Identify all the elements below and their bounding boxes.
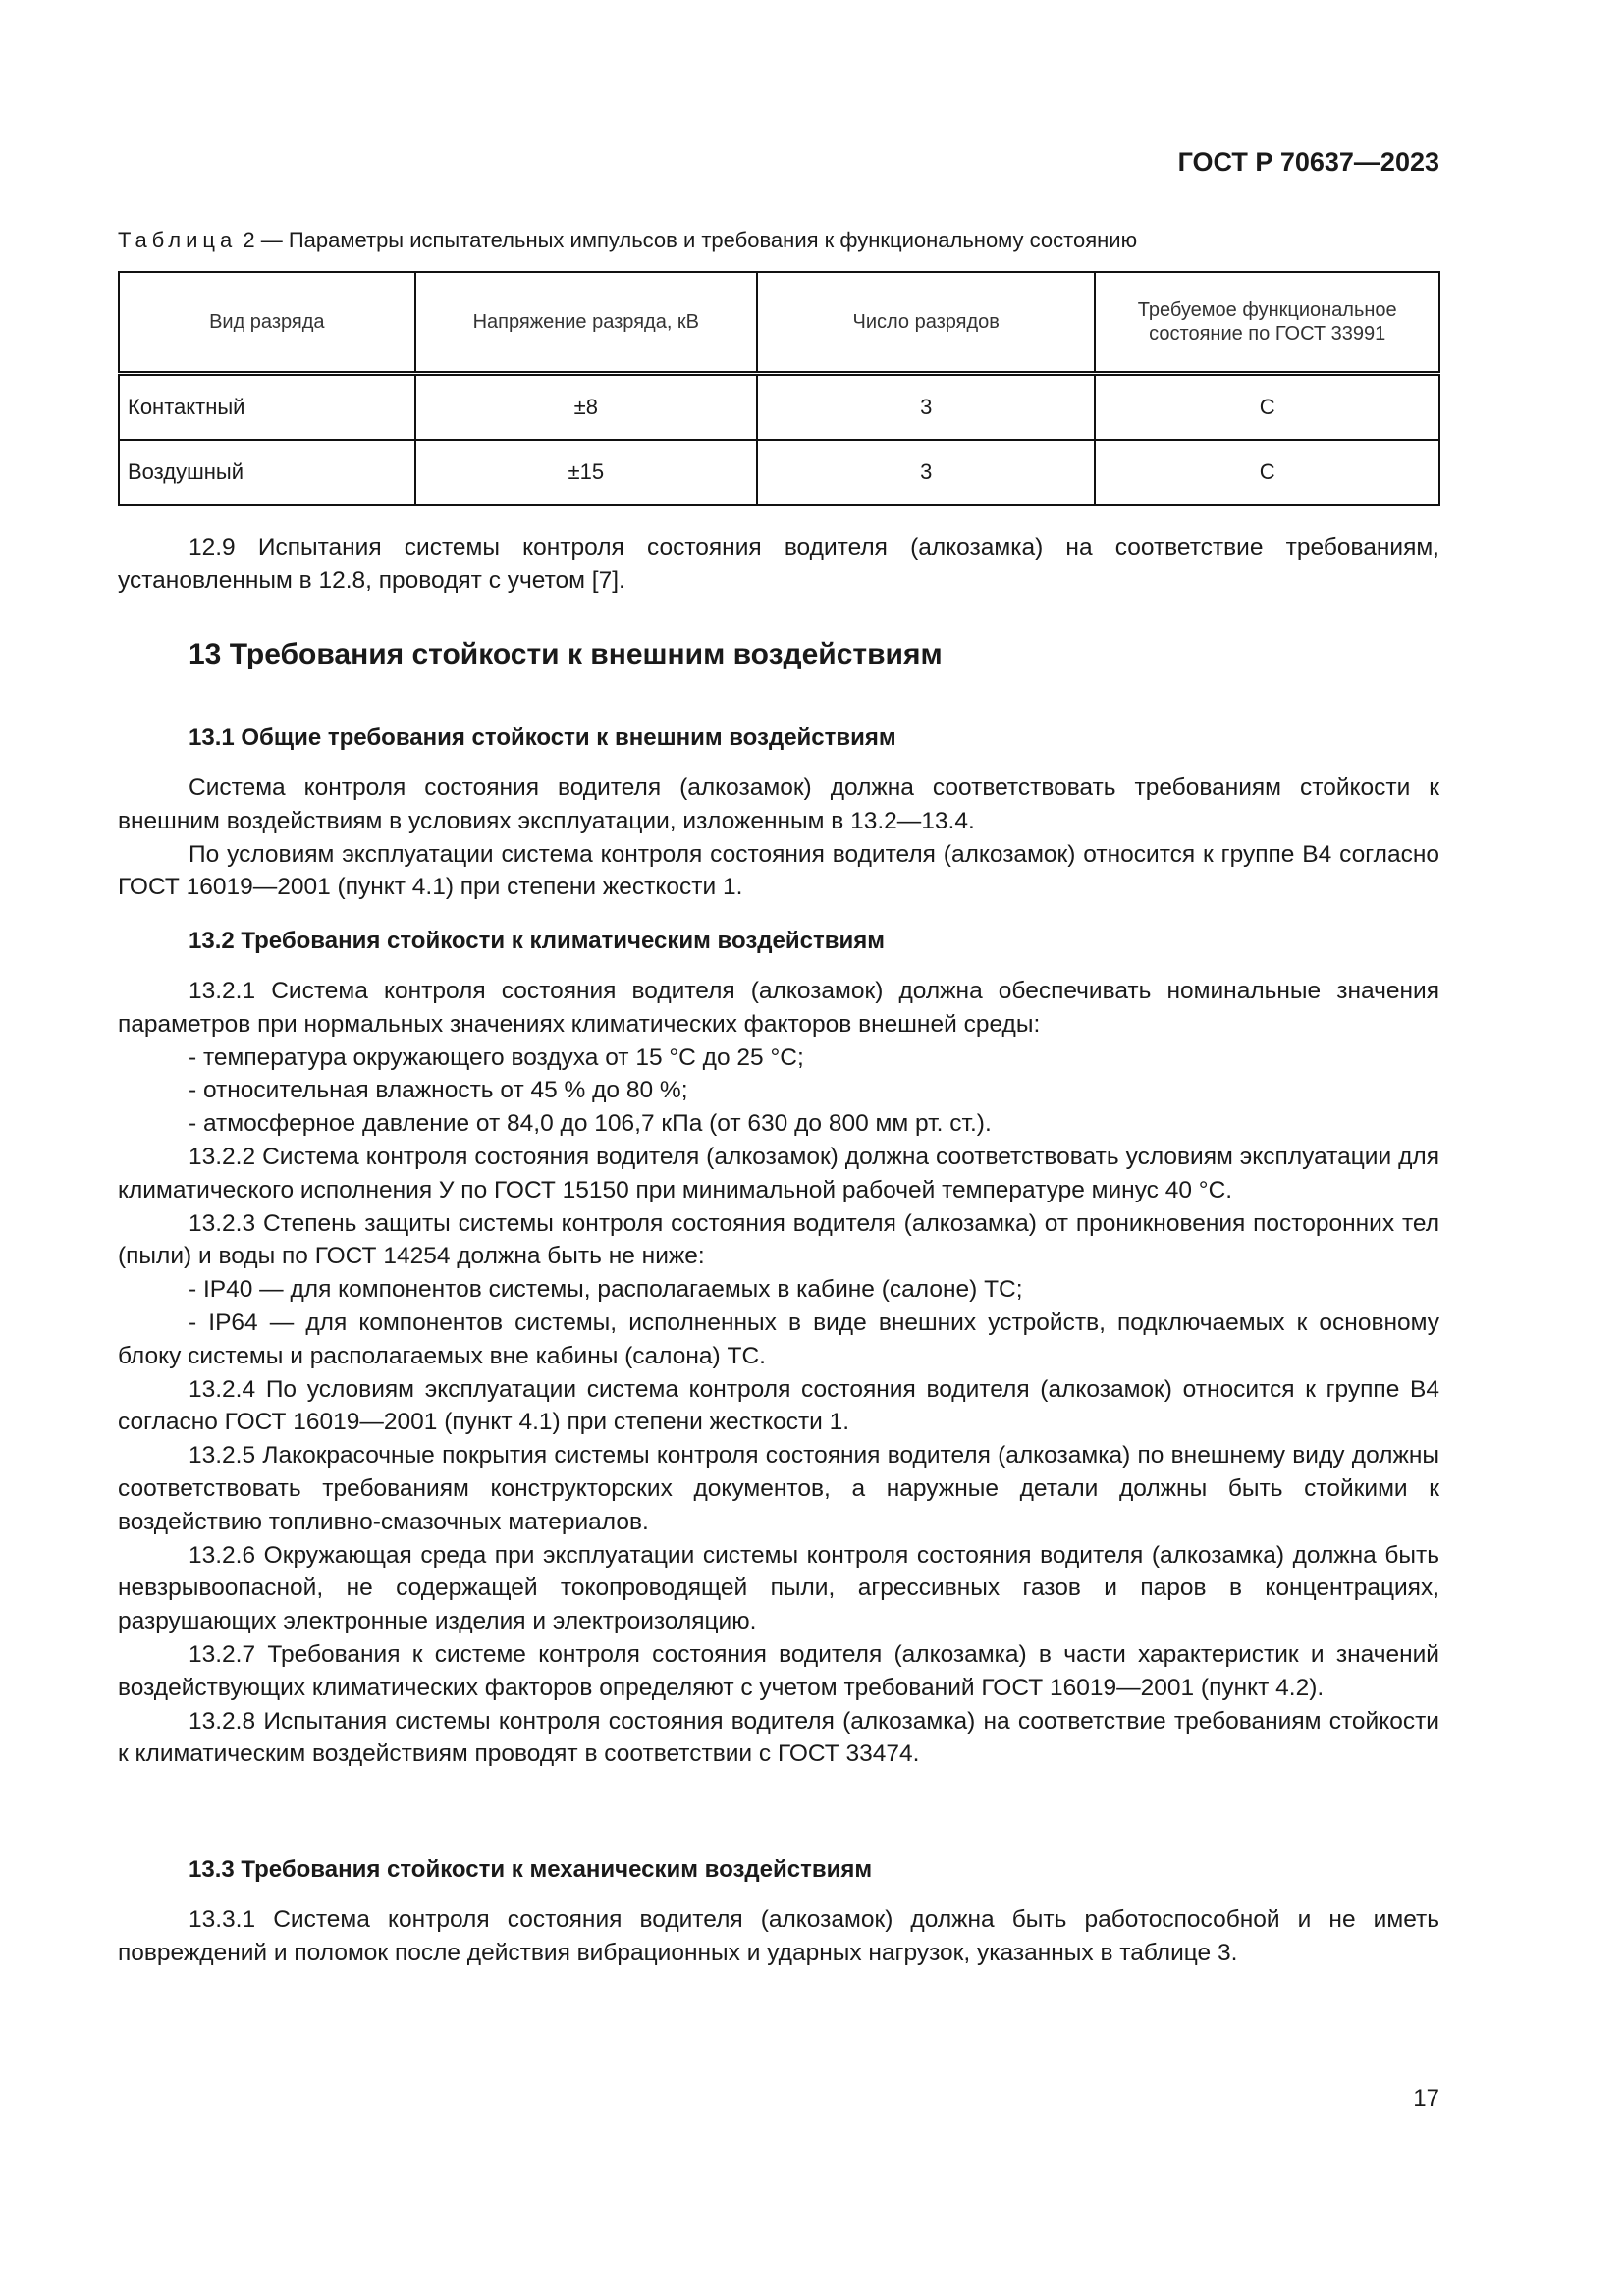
column-header: Число разрядов xyxy=(757,272,1095,374)
list-item: - относительная влажность от 45 % до 80 %; xyxy=(189,1077,688,1104)
table-cell: Воздушный xyxy=(119,440,415,505)
section-13-heading: 13 Требования стойкости к внешним воздействиям xyxy=(189,638,943,670)
paragraph: 13.2.4 По условиям эксплуатации система контроля состояния водителя (алкозамок) относится к группе В4 согласно ГОСТ 16019—2001 (пункт 4.1) при степени жесткости 1. xyxy=(118,1375,1439,1436)
paragraph: 13.2.6 Окружающая среда при эксплуатации системы контроля состояния водителя (алкозамка) должна быть невзрывоопасной, не содержащей токопроводящей пыли, агрессивных газов и паров в концентрациях, разрушающих электронные изделия и электроизоляцию. xyxy=(118,1541,1439,1635)
table-caption xyxy=(118,228,1439,253)
column-header: Напряжение разряда, кВ xyxy=(415,272,757,374)
section-13-1-heading: 13.1 Общие требования стойкости к внешним воздействиям xyxy=(189,724,896,751)
column-header: Требуемое функциональное состояние по ГОСТ 33991 xyxy=(1095,272,1439,374)
table-row xyxy=(119,440,1439,505)
paragraph: 13.2.5 Лакокрасочные покрытия системы контроля состояния водителя (алкозамка) по внешнему виду должны соответствовать требованиям конструкторских документов, а наружные детали должны быть стойкими к воздействию топливно-смазочных материалов. xyxy=(118,1442,1439,1535)
table-row xyxy=(119,374,1439,441)
section-13-3-heading: 13.3 Требования стойкости к механическим воздействиям xyxy=(189,1856,873,1883)
paragraph: 13.2.1 Система контроля состояния водителя (алкозамок) должна обеспечивать номинальные значения параметров при нормальных значениях климатических факторов внешней среды: xyxy=(118,978,1439,1038)
table-cell: С xyxy=(1095,440,1439,505)
table-cell: 3 xyxy=(757,374,1095,441)
paragraph: 13.2.8 Испытания системы контроля состояния водителя (алкозамка) на соответствие требованиям стойкости к климатическим воздействиям проводят в соответствии с ГОСТ 33474. xyxy=(118,1707,1439,1768)
table-caption-label: Таблица xyxy=(118,228,238,252)
section-13-1-body xyxy=(118,772,1439,904)
list-item: - температура окружающего воздуха от 15 °С до 25 °С; xyxy=(189,1043,804,1071)
section-13-2-heading: 13.2 Требования стойкости к климатическим воздействиям xyxy=(189,928,885,954)
paragraph: 13.3.1 Система контроля состояния водителя (алкозамок) должна быть работоспособной и не иметь повреждений и поломок после действия вибрационных и ударных нагрузок, указанных в таблице 3. xyxy=(118,1906,1439,1966)
paragraph-12-9: 12.9 Испытания системы контроля состояния водителя (алкозамка) на соответствие требованиям, установленным в 12.8, проводят с учетом [7]. xyxy=(118,534,1439,594)
document-code: ГОСТ Р 70637—2023 xyxy=(1177,147,1439,177)
list-item: - IP64 — для компонентов системы, исполненных в виде внешних устройств, подключаемых к основному блоку системы и располагаемых вне кабины (салона) ТС. xyxy=(118,1308,1439,1369)
section-13-2-body xyxy=(118,975,1439,1771)
paragraph: 13.2.2 Система контроля состояния водителя (алкозамок) должна соответствовать условиям эксплуатации для климатического исполнения У по ГОСТ 15150 при минимальной рабочей температуре минус 40 °С. xyxy=(118,1143,1439,1203)
paragraph: 13.2.3 Степень защиты системы контроля состояния водителя (алкозамка) от проникновения посторонних тел (пыли) и воды по ГОСТ 14254 должна быть не ниже: xyxy=(118,1209,1439,1270)
paragraph: Система контроля состояния водителя (алкозамок) должна соответствовать требованиям стойкости к внешним воздействиям в условиях эксплуатации, изложенным в 13.2—13.4. xyxy=(118,774,1439,834)
paragraph: По условиям эксплуатации система контроля состояния водителя (алкозамок) относится к группе В4 согласно ГОСТ 16019—2001 (пункт 4.1) при степени жесткости 1. xyxy=(118,840,1439,901)
section-13-3-body xyxy=(118,1903,1439,1970)
list-item: - атмосферное давление от 84,0 до 106,7 кПа (от 630 до 800 мм рт. ст.). xyxy=(189,1110,992,1138)
table-cell: С xyxy=(1095,374,1439,441)
table-cell: ±8 xyxy=(415,374,757,441)
discharge-parameters-table xyxy=(118,271,1440,506)
table-cell: ±15 xyxy=(415,440,757,505)
table-caption-text: 2 — Параметры испытательных импульсов и требования к функциональному состоянию xyxy=(237,228,1138,252)
paragraph: 13.2.7 Требования к системе контроля состояния водителя (алкозамка) в части характеристик и значений воздействующих климатических факторов определяют с учетом требований ГОСТ 16019—2001 (пункт 4.2). xyxy=(118,1640,1439,1701)
column-header: Вид разряда xyxy=(119,272,415,374)
table-cell: Контактный xyxy=(119,374,415,441)
page-number: 17 xyxy=(1413,2085,1439,2111)
table-cell: 3 xyxy=(757,440,1095,505)
list-item: - IP40 — для компонентов системы, располагаемых в кабине (салоне) ТС; xyxy=(189,1276,1023,1304)
